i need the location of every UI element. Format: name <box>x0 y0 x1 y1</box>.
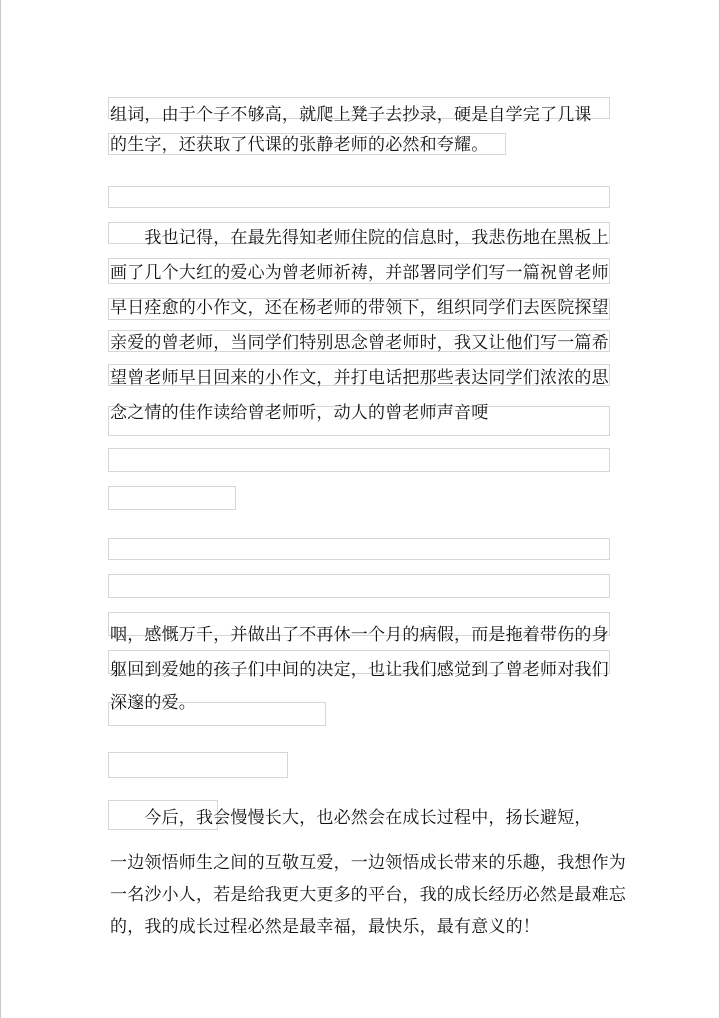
layout-box <box>108 574 610 598</box>
paragraph-3-line-1: 咽，感慨万千，并做出了不再休一个月的病假，而是拖着带伤的身 <box>110 625 609 645</box>
layout-box <box>108 186 610 208</box>
paragraph-2-line-5: 望曾老师早日回来的小作文，并打电话把那些表达同学们浓浓的思 <box>110 368 609 388</box>
paragraph-3-line-2: 躯回到爱她的孩子们中间的决定，也让我们感觉到了曾老师对我们 <box>110 660 609 680</box>
paragraph-1-line-1: 组词，由于个子不够高，就爬上凳子去抄录，硬是自学完了几课 <box>110 105 592 125</box>
layout-box <box>108 448 610 472</box>
page-left-edge <box>0 0 1 1018</box>
paragraph-2-line-4: 亲爱的曾老师，当同学们特别思念曾老师时，我又让他们写一篇希 <box>110 333 609 353</box>
paragraph-4-line-1: 今后，我会慢慢长大，也必然会在成长过程中，扬长避短， <box>110 808 592 828</box>
paragraph-2-line-6: 念之情的佳作读给曾老师听，动人的曾老师声音哽 <box>110 403 489 423</box>
paragraph-2-line-3: 早日痊愈的小作文，还在杨老师的带领下，组织同学们去医院探望 <box>110 298 609 318</box>
layout-box <box>108 538 610 560</box>
paragraph-2-line-1: 我也记得，在最先得知老师住院的信息时，我悲伤地在黑板上 <box>110 228 609 248</box>
layout-box <box>108 752 288 778</box>
paragraph-2-line-2: 画了几个大红的爱心为曾老师祈祷，并部署同学们写一篇祝曾老师 <box>110 263 609 283</box>
layout-box <box>108 486 236 510</box>
paragraph-4-line-3: 一名沙小人，若是给我更大更多的平台，我的成长经历必然是最难忘 <box>110 885 626 905</box>
paragraph-4-line-4: 的，我的成长过程必然是最幸福，最快乐，最有意义的！ <box>110 917 540 937</box>
paragraph-4-line-2: 一边领悟师生之间的互敬互爱，一边领悟成长带来的乐趣，我想作为 <box>110 853 626 873</box>
paragraph-1-line-2: 的生字，还获取了代课的张静老师的必然和夸耀。 <box>110 135 489 155</box>
paragraph-3-line-3: 深邃的爱。 <box>110 693 196 713</box>
